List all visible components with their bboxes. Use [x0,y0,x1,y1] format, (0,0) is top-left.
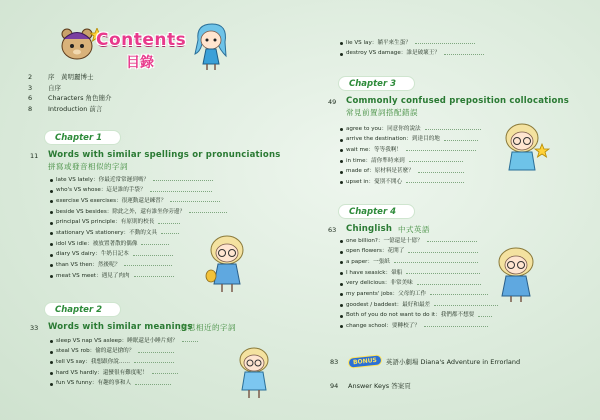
chapter-4-items [340,236,498,332]
title-english: Contents [96,30,187,50]
chapter-4-badge[interactable]: Chapter 4 [338,204,415,219]
list-item[interactable]: upset in：憂別不開心 [340,177,481,188]
list-item[interactable]: in time：請你準時來到 [340,156,481,167]
list-item[interactable]: meat VS meet：遇見了肉肉 [50,271,227,282]
list-item[interactable]: wait me：等等我啊！ [340,145,481,156]
title-chinese: 目錄 [126,55,154,71]
list-item[interactable]: stationary VS stationery：不動的文具 [50,228,227,239]
contents-page: Contents 目錄 2 序 黃明麗博士 3 自序 6 Characters 角色簡介 8 Introduction 前言 Chapter 1 11 Words with similar spellings or pronunciations 拼寫或發音相似的字詞 late VS lately：你最近常常遲到嗎？ who's VS whose：這是誰的手袋？ exercise VS exercises：很運動還是練習？ beside VS besides：除此之外，還有誰坐你旁邊？ principal VS principle：有原則的校長 stationary VS stationery：不動的文具 idol VS idle：被放置著散的偶像 diary VS dairy：牛奶日記本 than VS then：然後呢？ meat VS meet：遇見了肉肉 Chapter 2 33 Words with similar meanings 意思相近的字詞 sleep VS nap VS asleep：睡眠還是小睡片刻？ steal VS rob：偷的還是搶的？ tell VS say：我想跟你說…… hard VS hardly：還蠻很有難度呢！ fun VS funny：有趣的事和人 lie VS lay：躺平來生蛋？ destroy VS damage：誰是破壞王？ Chapter 3 49 Commonly confused preposition collocations 常見前置詞搭配錯誤 agree to you：同意你的說法 arrive the destination：到達目的地 wait me：等等我啊！ in time：請你準時來到 made of：原材料是甚麼？ upset in：憂別不開心 Chapter 4 63 Chinglish 中式英語 one billion?：一億還是十億？ open flowers：花開了 a paper：一張紙 I have seasick：暈船 very delicious：非常美味 my parents' jobs：父母的工作 goodest / baddest：最好和最差 Both of you do not want to do it：我們都不想要 change school：要轉校了？ 83 BONUS 英語小劇場 Diana's Adventure in Errorland 94 Answer Keys 答案頁 [0,0,600,420]
top-right-items [340,38,484,59]
chapter-2-items [50,336,198,389]
list-item[interactable]: beside VS besides：除此之外，還有誰坐你旁邊？ [50,207,227,218]
boy-with-star-character-icon [498,120,550,178]
list-item[interactable]: tell VS say：我想跟你說…… [50,357,198,368]
list-item[interactable]: hard VS hardly：還蠻很有難度呢！ [50,368,198,379]
list-item[interactable]: very delicious：非常美味 [340,279,498,290]
list-item[interactable]: lie VS lay：躺平來生蛋？ [340,38,484,49]
glasses-girl-character-icon [202,232,252,294]
list-item[interactable]: I have seasick：暈船 [340,268,498,279]
list-item[interactable]: diary VS dairy：牛奶日記本 [50,250,227,261]
list-item[interactable]: my parents' jobs：父母的工作 [340,289,498,300]
intro-list [28,72,268,114]
list-item[interactable]: 2 序 黃明麗博士 [28,73,94,81]
list-item[interactable]: open flowers：花開了 [340,247,498,258]
list-item[interactable]: destroy VS damage：誰是破壞王？ [340,49,484,60]
list-item[interactable]: than VS then：然後呢？ [50,261,227,272]
list-item[interactable]: sleep VS nap VS asleep：睡眠還是小睡片刻？ [50,336,198,347]
list-item[interactable]: steal VS rob：偷的還是搶的？ [50,347,198,358]
list-item[interactable]: made of：原材料是甚麼？ [340,167,481,178]
chapter-3-items [340,124,481,188]
list-item[interactable]: a paper：一張紙 [340,257,498,268]
list-item[interactable]: who's VS whose：這是誰的手袋？ [50,186,227,197]
list-item[interactable]: idol VS idle：被放置著散的偶像 [50,239,227,250]
list-item[interactable]: fun VS funny：有趣的事和人 [50,379,198,390]
list-item[interactable]: late VS lately：你最近常常遲到嗎？ [50,175,227,186]
glasses-girl-right-character-icon [490,244,542,304]
list-item[interactable]: 3 自序 [28,83,61,92]
list-item[interactable]: exercise VS exercises：很運動還是練習？ [50,196,227,207]
list-item[interactable]: change school：要轉校了？ [340,322,498,333]
boy-character-icon [232,344,276,400]
bonus-entry[interactable]: 83 BONUS 英語小劇場 Diana's Adventure in Errorland [330,356,520,367]
girl-character-icon [192,22,230,72]
chapter-1-badge[interactable]: Chapter 1 [44,130,121,145]
list-item[interactable]: 6 Characters 角色簡介 [28,94,112,102]
bonus-badge: BONUS [348,354,383,368]
list-item[interactable]: agree to you：同意你的說法 [340,124,481,135]
chapter-2-badge[interactable]: Chapter 2 [44,302,121,317]
answer-keys-entry[interactable]: 94 Answer Keys 答案頁 [330,381,411,390]
chapter-1-items [50,175,227,282]
list-item[interactable]: Both of you do not want to do it：我們都不想要 [340,311,498,322]
chapter-3-badge[interactable]: Chapter 3 [338,76,415,91]
list-item[interactable]: one billion?：一億還是十億？ [340,236,498,247]
list-item[interactable]: principal VS principle：有原則的校長 [50,218,227,229]
list-item[interactable]: 8 Introduction 前言 [28,104,103,113]
list-item[interactable]: arrive the destination：到達目的地 [340,135,481,146]
list-item[interactable]: goodest / baddest：最好和最差 [340,300,498,311]
